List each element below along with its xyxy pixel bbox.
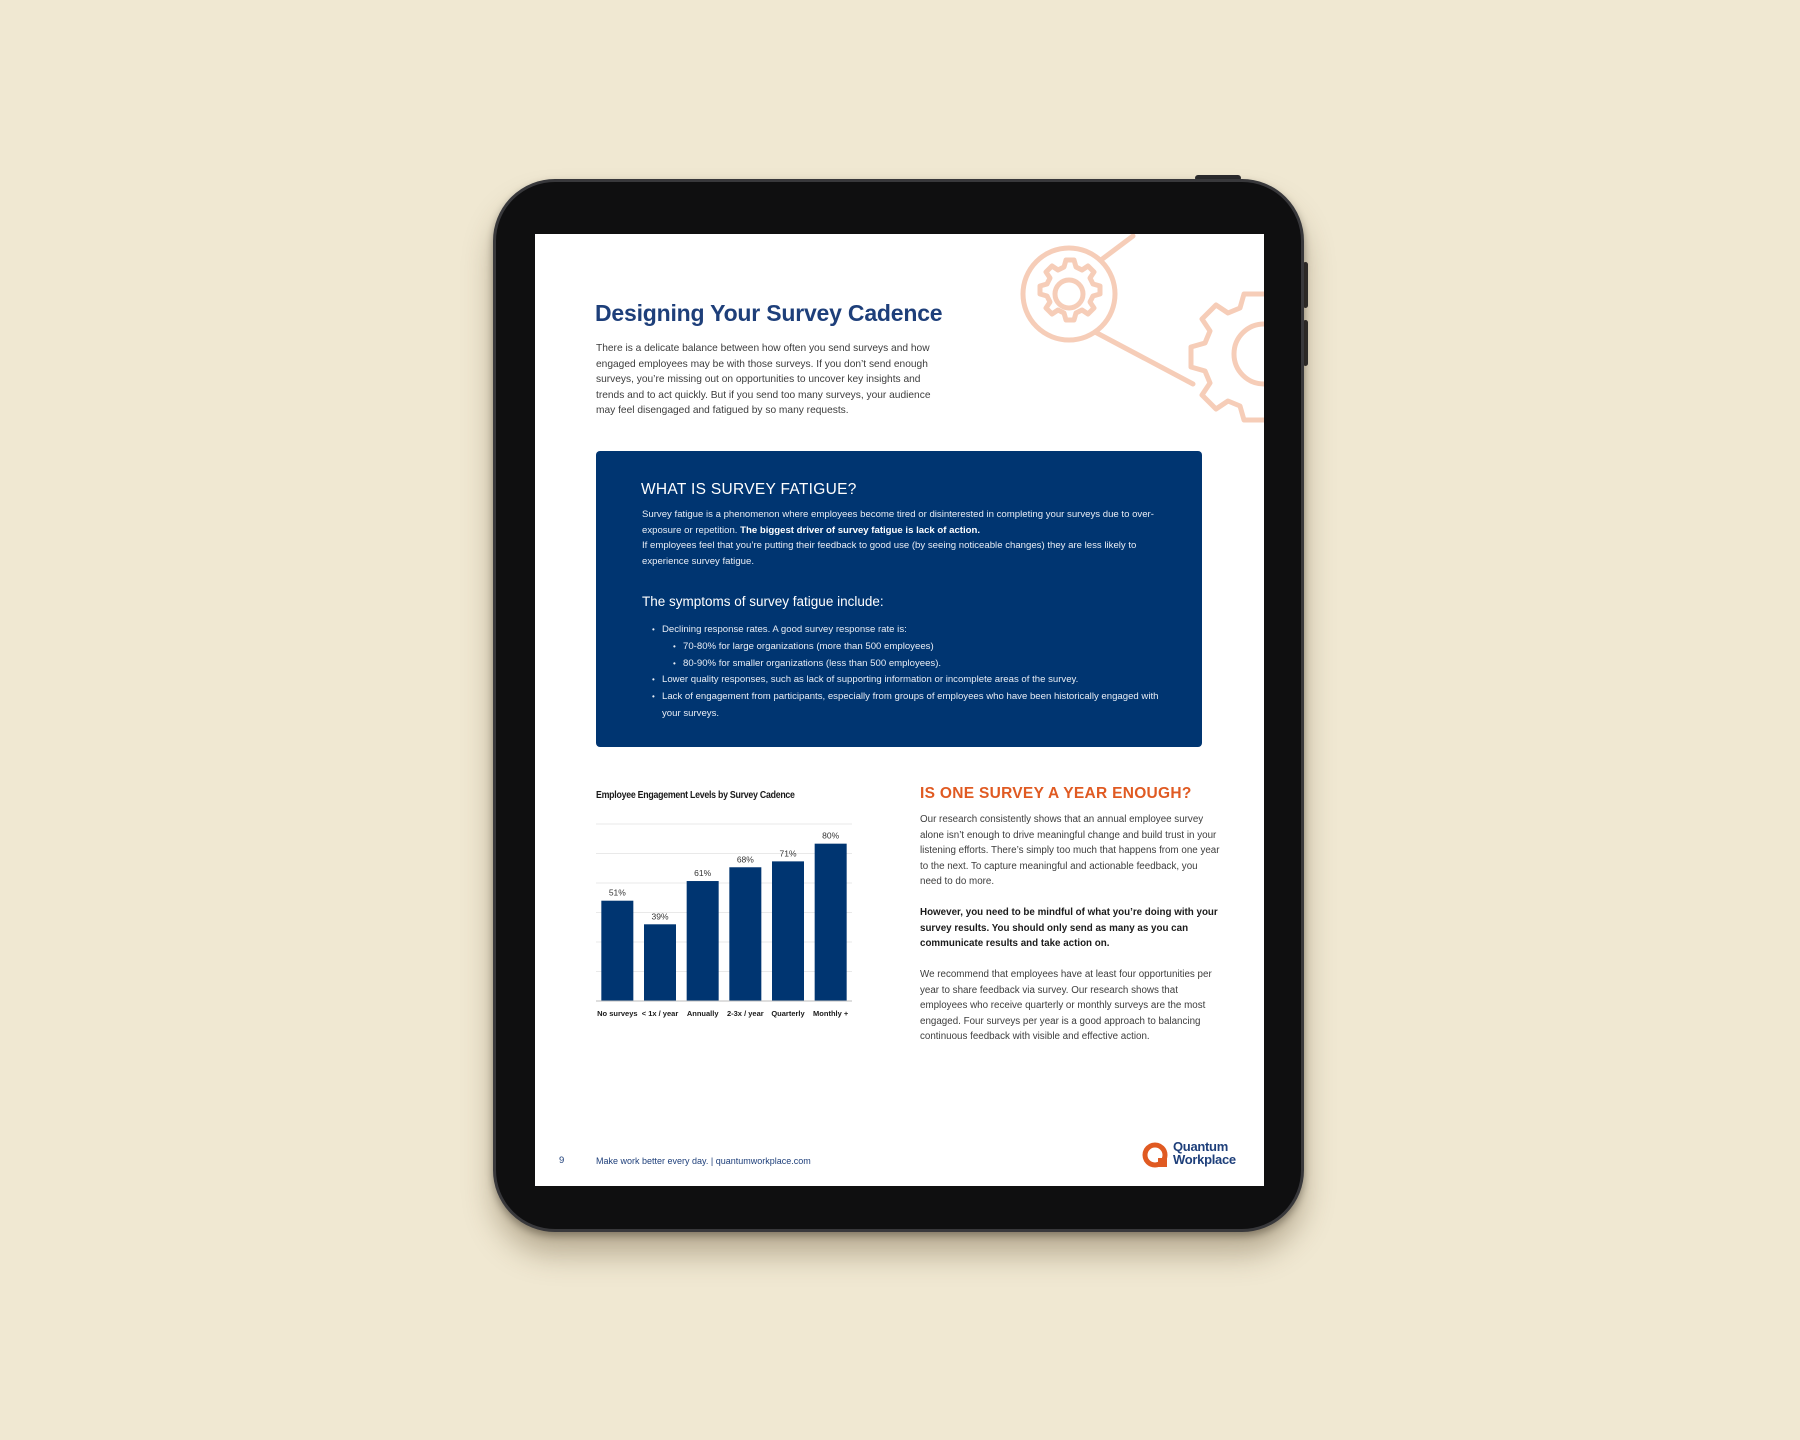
logo-text [1173, 1140, 1236, 1166]
survey-fatigue-callout [596, 451, 1202, 747]
list-item: • Lower quality responses, such as lack of supporting information or incomplete areas of the survey. [652, 672, 1172, 689]
page-number: 9 [559, 1155, 565, 1166]
chart-data-label: 80% [822, 830, 840, 841]
chart-tick-label: 2-3x / year [726, 1009, 764, 1018]
section-paragraph: Our research consistently shows that an annual employee survey alone isn’t enough to drive meaningful change and build trust in your listening efforts. There’s simply too much that happens from one year to the next. To capture meaningful and actionable feedback, you need to do more. [920, 814, 1220, 887]
quantum-workplace-logo [1141, 1139, 1251, 1173]
chart-tick-label: Quarterly [771, 1009, 805, 1018]
chart-bar [772, 861, 804, 1001]
gear-decoration-icon [1015, 234, 1264, 444]
logo-line-2: Workplace [1173, 1152, 1236, 1167]
intro-paragraph: There is a delicate balance between how often you send surveys and how engaged employees may be with those surveys. If you don’t send enough surveys, you’re missing out on opportunities to uncover key insights and trends and to act quickly. But if you send too many surveys, your audience may feel disengaged and fatigued by so many requests. [596, 343, 931, 416]
section-heading: IS ONE SURVEY A YEAR ENOUGH? [920, 785, 1192, 802]
symptoms-list [652, 622, 1172, 723]
symptoms-heading: The symptoms of survey fatigue include: [642, 594, 884, 609]
chart-data-label: 68% [736, 854, 754, 865]
callout-paragraph [642, 507, 1162, 569]
section-body [920, 812, 1220, 1060]
list-item: • 80-90% for smaller organizations (less than 500 employees). [673, 656, 1172, 673]
callout-heading: WHAT IS SURVEY FATIGUE? [641, 481, 857, 498]
chart-bar [729, 867, 761, 1001]
list-item: • Declining response rates. A good survey response rate is: [652, 622, 1172, 639]
list-item: • Lack of engagement from participants, especially from groups of employees who have been historically engaged with your surveys. [652, 689, 1172, 723]
chart-data-label: 51% [608, 887, 626, 898]
chart-tick-label: No surveys [597, 1009, 638, 1018]
engagement-bar-chart [590, 804, 860, 1024]
logo-mark-icon [1141, 1141, 1171, 1171]
section-paragraph: We recommend that employees have at least four opportunities per year to share feedback via survey. Our research shows that employees who receive quarterly or monthly surveys are the most engaged. Four surveys per year is a good approach to balancing continuous feedback with visible and effective action. [920, 969, 1212, 1042]
chart-title: Employee Engagement Levels by Survey Cadence [596, 790, 795, 801]
chart-bar [815, 844, 847, 1001]
callout-text-a: Survey fatigue is a phenomenon where employees become tired or disinterested in completing your surveys due to over-exposure or repetition. [642, 509, 1154, 536]
logo-line-1: Quantum [1173, 1139, 1228, 1154]
chart-data-label: 61% [694, 868, 712, 879]
chart-bar [601, 901, 633, 1001]
chart-bar [644, 924, 676, 1001]
chart-tick-label: Monthly + [813, 1009, 849, 1018]
callout-text-bold: The biggest driver of survey fatigue is lack of action. [740, 524, 981, 536]
list-item: • 70-80% for large organizations (more than 500 employees) [673, 639, 1172, 656]
section-paragraph-bold: However, you need to be mindful of what you’re doing with your survey results. You should only send as many as you can communicate results and take action on. [920, 907, 1218, 949]
chart-bar [687, 881, 719, 1001]
chart-tick-label: < 1x / year [641, 1009, 679, 1018]
chart-data-label: 39% [651, 911, 669, 922]
tablet-screen [535, 234, 1264, 1186]
chart-tick-label: Annually [686, 1009, 719, 1018]
chart-data-label: 71% [779, 848, 797, 859]
footer-tagline: Make work better every day. | quantumworkplace.com [596, 1156, 811, 1166]
page-title: Designing Your Survey Cadence [595, 300, 943, 326]
callout-text-b: If employees feel that you’re putting their feedback to good use (by seeing noticeable changes) they are less likely to experience survey fatigue. [642, 540, 1137, 567]
